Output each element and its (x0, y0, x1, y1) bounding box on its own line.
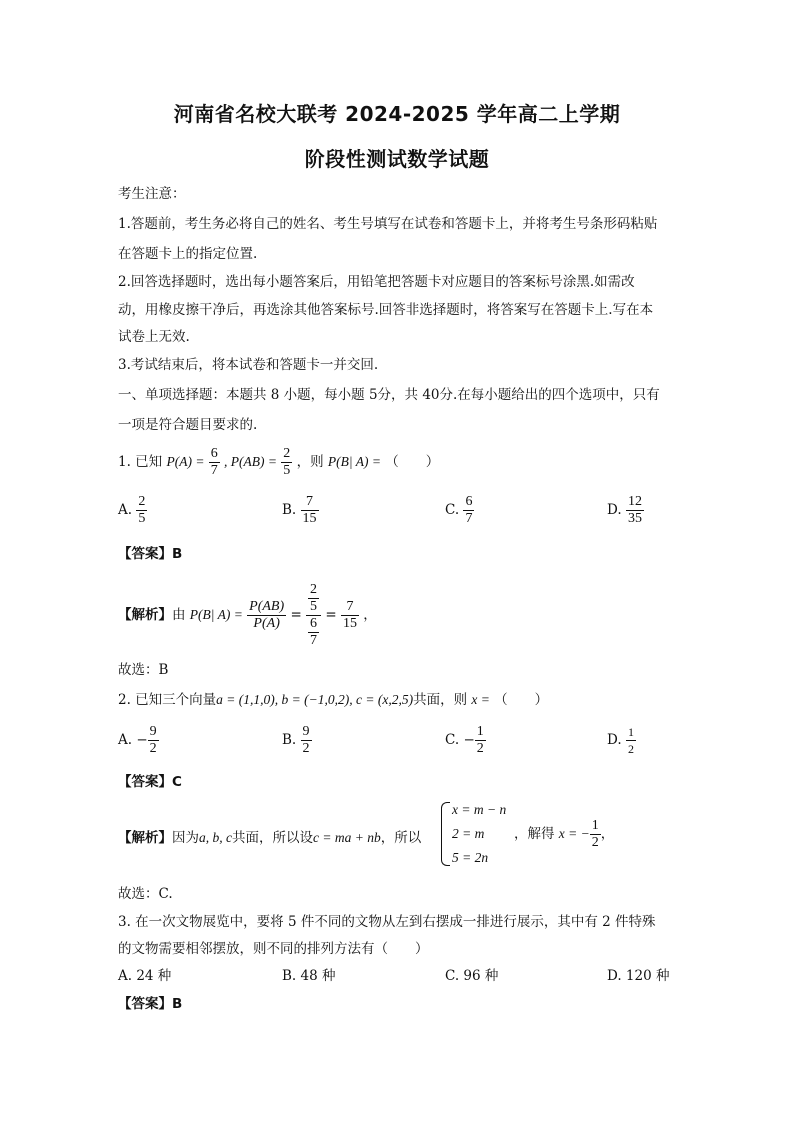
frac-num: 7 (301, 494, 319, 511)
q2-option-b (282, 724, 312, 757)
notice-item-3: 3.考试结束后，将本试卷和答题卡一并交回. (118, 357, 379, 373)
solution-x: x = − (558, 826, 590, 841)
q2-option-c (445, 724, 486, 757)
q1-answer (118, 542, 182, 562)
frac-den: 2 (149, 741, 157, 756)
solution-compound-frac (306, 582, 321, 649)
answer-value: B (172, 996, 183, 1012)
q1-option-a (118, 494, 147, 527)
q3-answer (118, 992, 182, 1012)
solution-text: 由 (172, 607, 186, 623)
q2-option-a (118, 724, 159, 757)
compound-den (306, 616, 321, 649)
q3-option-c: C. 96 种 (445, 968, 499, 984)
q1-option-b (282, 494, 319, 527)
frac-num: 1 (627, 725, 634, 739)
frac-num: 9 (302, 724, 310, 739)
frac-den: 7 (310, 633, 318, 648)
inner-frac (308, 616, 319, 649)
q1-frac-pa (209, 446, 220, 479)
q1-solution (118, 582, 377, 649)
solution-end: ， (600, 826, 615, 842)
equals-sign: = (290, 607, 302, 623)
system-eq-3: 5 = 2n (452, 850, 489, 865)
q2-vectors: a = (1,1,0), b = (−1,0,2), c = (x,2,5) (216, 692, 414, 707)
q1-blank: （ ） (385, 454, 440, 470)
q2-coplanar: 共面，则 (413, 692, 468, 708)
frac-num: 1 (476, 724, 484, 739)
frac-den: 7 (465, 511, 473, 526)
section-heading-cont: 一项是符合题目要求的. (118, 417, 258, 433)
answer-label: 【答案】 (118, 546, 172, 562)
solution-decomposition: c = ma + nb (313, 830, 381, 845)
system-eq-2: 2 = m (452, 826, 485, 841)
frac-den: 5 (138, 511, 146, 526)
section-heading: 一、单项选择题：本题共 8 小题，每小题 5分，共 40分.在每小题给出的四个选项中，只有 (118, 387, 660, 403)
q2-solution (118, 826, 421, 846)
option-frac (463, 494, 474, 527)
q1-label: 1. 已知 (118, 454, 163, 470)
frac-den: 2 (591, 835, 599, 850)
frac-den: 35 (627, 511, 642, 526)
q1-expr-pba: P(B| A) = (327, 454, 381, 469)
notice-item-2-cont: 动，用橡皮擦干净后，再选涂其他答案标号.回答非选择题时，将答案写在答题卡上.写在本 (118, 302, 654, 318)
frac-num: 6 (310, 616, 318, 631)
solution-label: 【解析】 (118, 607, 172, 623)
option-frac (626, 494, 644, 527)
solution-vectors: a, b, c (199, 830, 232, 845)
frac-num: 2 (283, 446, 291, 461)
q1-expr-pab: , P(AB) = (224, 454, 277, 469)
solution-text: ，所以 (380, 830, 422, 846)
system-eq-1: x = m − n (452, 802, 507, 817)
notice-item-2: 2.回答选择题时，选出每小题答案后，用铅笔把答题卡对应题目的答案标号涂黑.如需改 (118, 274, 635, 290)
q3-option-d: D. 120 种 (607, 968, 670, 984)
solution-text: ，解得 (514, 826, 555, 842)
answer-label: 【答案】 (118, 996, 172, 1012)
frac-num: 2 (310, 582, 318, 597)
frac-num: 1 (591, 818, 599, 833)
frac-den: 15 (302, 511, 317, 526)
question-1-stem (118, 446, 439, 479)
option-letter: C. (445, 732, 460, 748)
exam-title-line1: 河南省名校大联考 2024-2025 学年高二上学期 (173, 102, 621, 126)
q1-frac-pab (281, 446, 292, 479)
minus-sign: − (463, 732, 475, 748)
notice-item-1-cont: 在答题卡上的指定位置. (118, 246, 258, 262)
solution-text: 因为 (172, 830, 199, 846)
option-letter: B. (282, 502, 297, 518)
solution-result-frac (590, 818, 601, 851)
q2-label: 2. 已知三个向量 (118, 692, 217, 708)
frac-num: 2 (138, 494, 146, 509)
frac-num: 12 (627, 494, 642, 509)
option-letter: D. (607, 502, 622, 518)
option-frac (148, 724, 159, 757)
answer-value: B (172, 546, 183, 562)
equals-sign: = (325, 607, 337, 623)
answer-label: 【答案】 (118, 774, 172, 790)
q2-option-d (607, 724, 636, 757)
frac-den: 2 (627, 742, 634, 756)
frac-den: 5 (310, 599, 318, 614)
notice-item-2-cont2: 试卷上无效. (118, 329, 190, 345)
system-brace (441, 802, 450, 866)
answer-value: C (172, 774, 182, 790)
option-letter: C. (445, 502, 460, 518)
q2-conclusion: 故选：C. (118, 886, 173, 902)
frac-num: 9 (149, 724, 157, 739)
question-2-stem (118, 688, 548, 708)
q1-conclusion: 故选：B (118, 662, 169, 678)
option-letter: A. (118, 732, 133, 748)
exam-title-line2: 阶段性测试数学试题 (304, 147, 490, 171)
option-letter: D. (607, 732, 622, 748)
solution-text: 共面，所以设 (232, 830, 313, 846)
option-letter: B. (282, 732, 297, 748)
q2-solution-result (514, 818, 614, 851)
solution-label: 【解析】 (118, 830, 172, 846)
frac-num: 6 (210, 446, 218, 461)
frac-den: 7 (210, 463, 218, 478)
question-3-stem: 3. 在一次文物展览中，要将 5 件不同的文物从左到右摆成一排进行展示，其中有 2 件特殊 (118, 914, 656, 930)
minus-sign: − (136, 732, 148, 748)
q2-blank: （ ） (494, 692, 549, 708)
inner-frac (308, 582, 319, 615)
solution-frac-main (247, 599, 286, 632)
option-frac (301, 494, 319, 527)
option-frac (626, 724, 636, 757)
q1-expr-pa: P(A) = (166, 454, 205, 469)
notice-item-1: 1.答题前，考生务必将自己的姓名、考生号填写在试卷和答题卡上，并将考生号条形码粘贴 (118, 216, 658, 232)
question-3-stem-cont: 的文物需要相邻摆放，则不同的排列方法有（ ） (118, 941, 429, 957)
frac-den: 5 (283, 463, 291, 478)
option-frac (301, 724, 312, 757)
q1-option-c (445, 494, 474, 527)
q3-option-b: B. 48 种 (282, 968, 336, 984)
q3-option-a: A. 24 种 (118, 968, 172, 984)
option-frac (136, 494, 147, 527)
solution-lhs: P(B| A) = (189, 607, 243, 622)
option-letter: A. (118, 502, 133, 518)
frac-den: P(A) (253, 616, 280, 631)
solution-end: ， (363, 607, 377, 623)
frac-den: 2 (476, 741, 484, 756)
notice-heading: 考生注意： (118, 186, 186, 202)
q1-option-d (607, 494, 644, 527)
solution-result-frac (341, 599, 359, 632)
frac-num: 7 (341, 599, 359, 616)
q2-x: x = (471, 692, 490, 707)
compound-num (306, 582, 321, 616)
q2-answer (118, 770, 182, 790)
frac-den: 15 (342, 616, 357, 631)
frac-num: P(AB) (249, 599, 285, 614)
frac-den: 2 (302, 741, 310, 756)
q1-then: ，则 (296, 454, 324, 470)
frac-num: 6 (465, 494, 473, 509)
option-frac (475, 724, 486, 757)
